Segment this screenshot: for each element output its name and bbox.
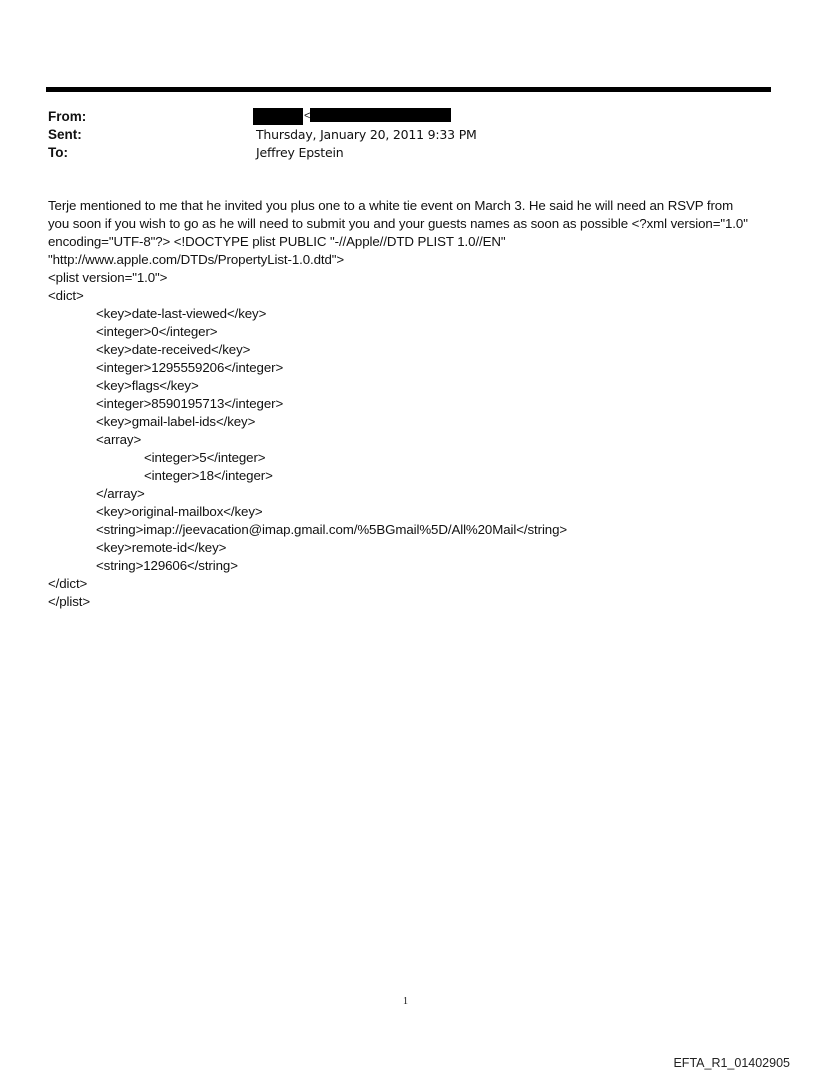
redacted-sender-name — [253, 108, 303, 125]
body-line: Terje mentioned to me that he invited you plus one to a white tie event on March 3. He said he will need an RSVP from — [48, 198, 734, 213]
top-rule — [46, 87, 771, 92]
plist-close: </plist> — [48, 594, 91, 609]
document-id: EFTA_R1_01402905 — [673, 1056, 790, 1070]
dict-line: <key>flags</key> — [96, 378, 199, 393]
dict-line: </array> — [96, 486, 145, 501]
dict-open: <dict> — [48, 288, 84, 303]
dict-line: <integer>1295559206</integer> — [96, 360, 284, 375]
dict-line: <key>date-last-viewed</key> — [96, 306, 267, 321]
from-row — [48, 108, 748, 126]
to-value: Jeffrey Epstein — [256, 145, 344, 160]
dict-line: <integer>8590195713</integer> — [96, 396, 284, 411]
dict-line: <string>imap://jeevacation@imap.gmail.com/%5BGmail%5D/All%20Mail</string> — [96, 522, 568, 537]
email-header — [48, 108, 748, 162]
dict-line: <key>original-mailbox</key> — [96, 504, 263, 519]
dict-close: </dict> — [48, 576, 88, 591]
from-label: From: — [48, 109, 87, 124]
sent-row — [48, 126, 748, 144]
dict-line: <array> — [96, 432, 142, 447]
sent-label: Sent: — [48, 127, 82, 142]
plist-open: <plist version="1.0"> — [48, 270, 168, 285]
body-line: encoding="UTF-8"?> <!DOCTYPE plist PUBLIC "-//Apple//DTD PLIST 1.0//EN" — [48, 234, 506, 249]
dict-line: <key>gmail-label-ids</key> — [96, 414, 256, 429]
dict-line: <string>129606</string> — [96, 558, 238, 573]
redacted-sender-email — [310, 108, 451, 122]
sent-value: Thursday, January 20, 2011 9:33 PM — [256, 127, 477, 142]
from-lt-mark: < — [304, 110, 311, 122]
to-row — [48, 144, 748, 162]
page-number: 1 — [403, 996, 408, 1007]
body-line: you soon if you wish to go as he will need to submit you and your guests names as soon as possible <?xml version="1.0" — [48, 216, 748, 231]
array-line: <integer>5</integer> — [144, 450, 266, 465]
email-body — [48, 197, 770, 611]
to-label: To: — [48, 145, 68, 160]
dict-line: <key>remote-id</key> — [96, 540, 227, 555]
dict-line: <key>date-received</key> — [96, 342, 251, 357]
body-line: "http://www.apple.com/DTDs/PropertyList-1.0.dtd"> — [48, 252, 345, 267]
dict-line: <integer>0</integer> — [96, 324, 218, 339]
array-line: <integer>18</integer> — [144, 468, 273, 483]
